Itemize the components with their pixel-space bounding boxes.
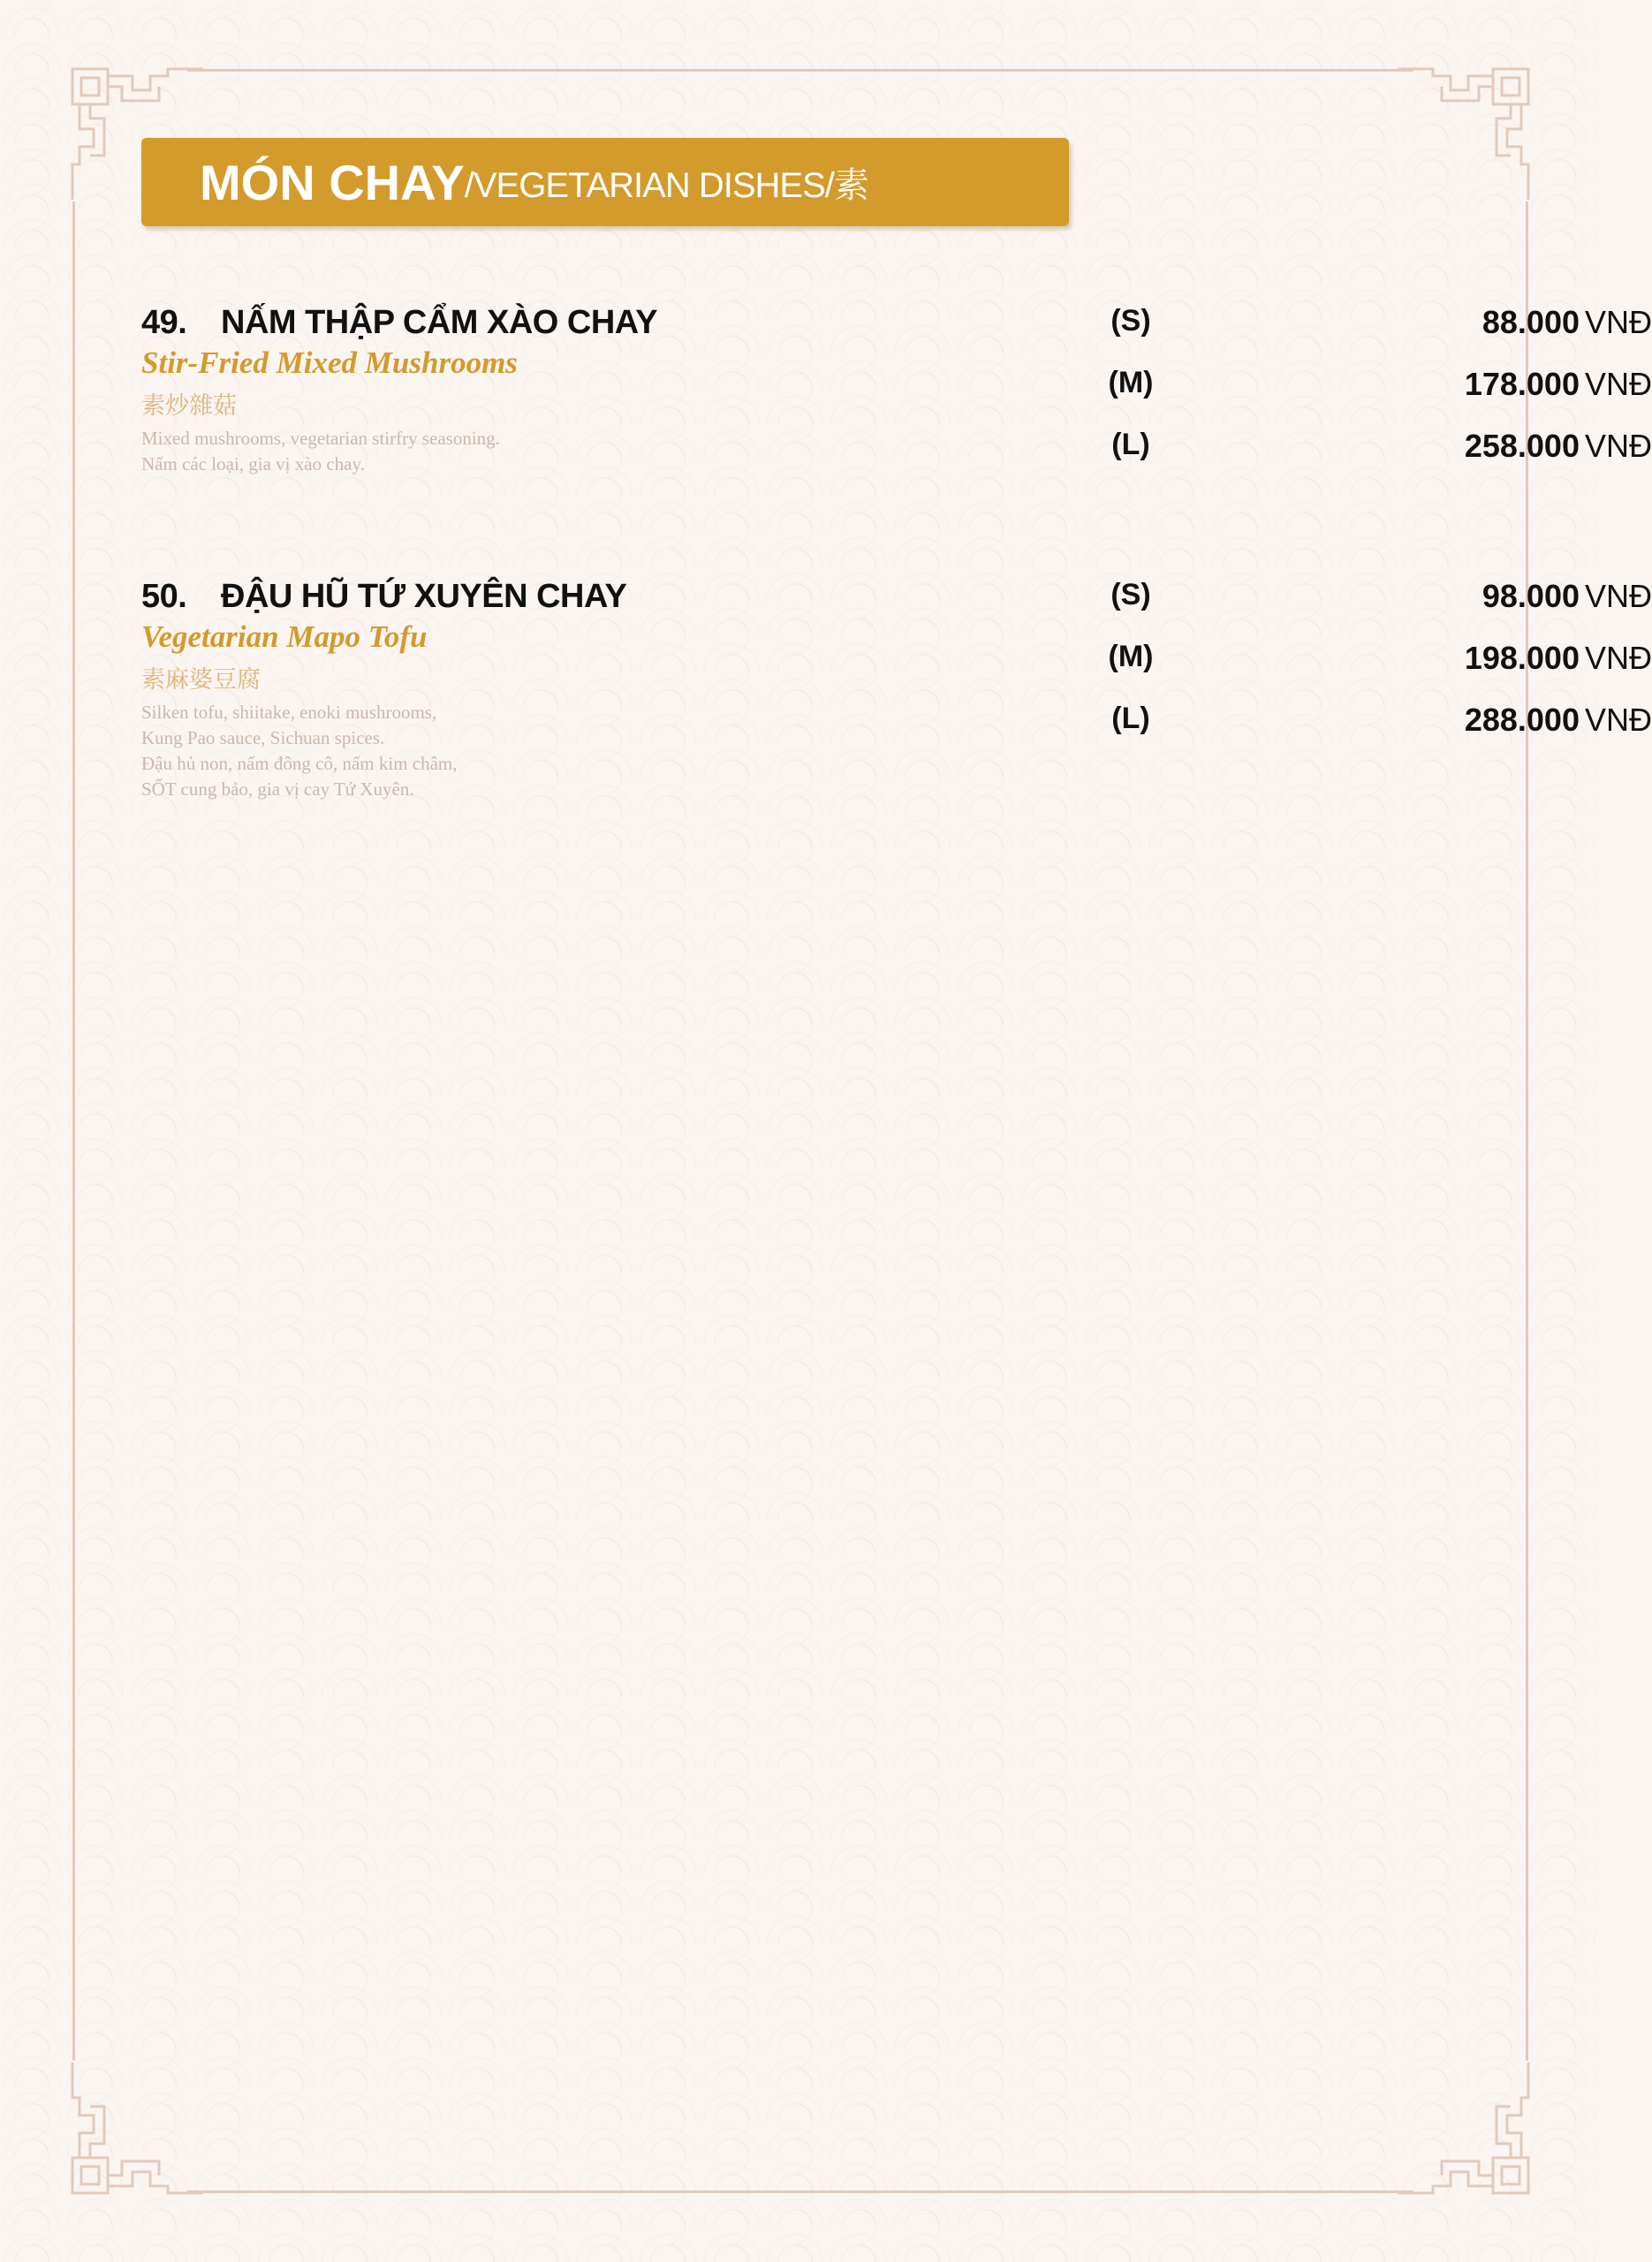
price-currency: VNĐ bbox=[1584, 640, 1652, 676]
price-list bbox=[1069, 304, 1652, 490]
frame-top-line bbox=[187, 69, 1413, 72]
size-label: (S) bbox=[1110, 304, 1151, 338]
price-amount: 98.000 bbox=[1481, 578, 1580, 614]
dish-description-line: Kung Pao sauce, Sichuan spices. bbox=[141, 727, 385, 748]
price-value bbox=[1465, 366, 1652, 403]
dish-description-line: Mixed mushrooms, vegetarian stirfry seasoning. bbox=[141, 428, 500, 449]
price-value bbox=[1482, 578, 1652, 615]
dish-name-cn: 素麻婆豆腐 bbox=[141, 666, 261, 694]
price-row bbox=[1069, 578, 1652, 640]
price-amount: 178.000 bbox=[1464, 366, 1580, 402]
price-value bbox=[1482, 304, 1652, 341]
size-label: (M) bbox=[1108, 366, 1154, 399]
dish-name-vi: NẤM THẬP CẨM XÀO CHAY bbox=[221, 304, 658, 341]
lattice-corner-ornament-icon bbox=[1398, 67, 1530, 200]
price-amount: 88.000 bbox=[1481, 304, 1580, 340]
dish-description-line: Nấm các loại, gia vị xào chay. bbox=[141, 453, 365, 474]
price-value bbox=[1465, 702, 1652, 739]
size-label: (M) bbox=[1108, 640, 1154, 673]
price-row bbox=[1069, 428, 1652, 490]
price-row bbox=[1069, 702, 1652, 763]
price-currency: VNĐ bbox=[1584, 428, 1652, 464]
menu-item bbox=[141, 578, 1652, 802]
price-currency: VNĐ bbox=[1584, 578, 1652, 614]
price-amount: 198.000 bbox=[1464, 640, 1580, 676]
price-amount: 288.000 bbox=[1464, 702, 1580, 738]
size-label: (L) bbox=[1111, 702, 1150, 735]
lattice-corner-ornament-icon bbox=[1398, 2062, 1530, 2195]
section-title-subtitle: /VEGETARIAN DISHES/素 bbox=[464, 165, 868, 205]
size-label: (L) bbox=[1111, 428, 1150, 461]
dish-name-en: Vegetarian Mapo Tofu bbox=[141, 619, 428, 654]
dish-description-line: Silken tofu, shiitake, enoki mushrooms, bbox=[141, 702, 437, 723]
dish-number: 50. bbox=[141, 578, 187, 615]
frame-left-line bbox=[72, 201, 75, 2061]
price-row bbox=[1069, 640, 1652, 702]
section-header-banner bbox=[141, 138, 1069, 226]
frame-bottom-line bbox=[187, 2190, 1413, 2193]
dish-name-vi: ĐẬU HŨ TỨ XUYÊN CHAY bbox=[221, 578, 627, 615]
menu-item bbox=[141, 304, 1652, 477]
price-list bbox=[1069, 578, 1652, 763]
size-label: (S) bbox=[1110, 578, 1151, 611]
price-currency: VNĐ bbox=[1584, 366, 1652, 402]
price-row bbox=[1069, 304, 1652, 366]
section-title-main: MÓN CHAY bbox=[200, 154, 465, 210]
dish-number: 49. bbox=[141, 304, 187, 341]
price-amount: 258.000 bbox=[1464, 428, 1580, 464]
price-row bbox=[1069, 366, 1652, 428]
price-currency: VNĐ bbox=[1584, 702, 1652, 738]
dish-description-line: SỐT cung bảo, gia vị cay Tứ Xuyên. bbox=[141, 778, 414, 800]
dish-name-en: Stir-Fried Mixed Mushrooms bbox=[141, 345, 518, 380]
price-value bbox=[1465, 428, 1652, 465]
price-value bbox=[1465, 640, 1652, 677]
dish-name-cn: 素炒雜菇 bbox=[141, 392, 237, 420]
lattice-corner-ornament-icon bbox=[71, 2062, 203, 2195]
price-currency: VNĐ bbox=[1584, 304, 1652, 340]
dish-description-line: Đậu hủ non, nấm đông cô, nấm kim châm, bbox=[141, 753, 458, 774]
